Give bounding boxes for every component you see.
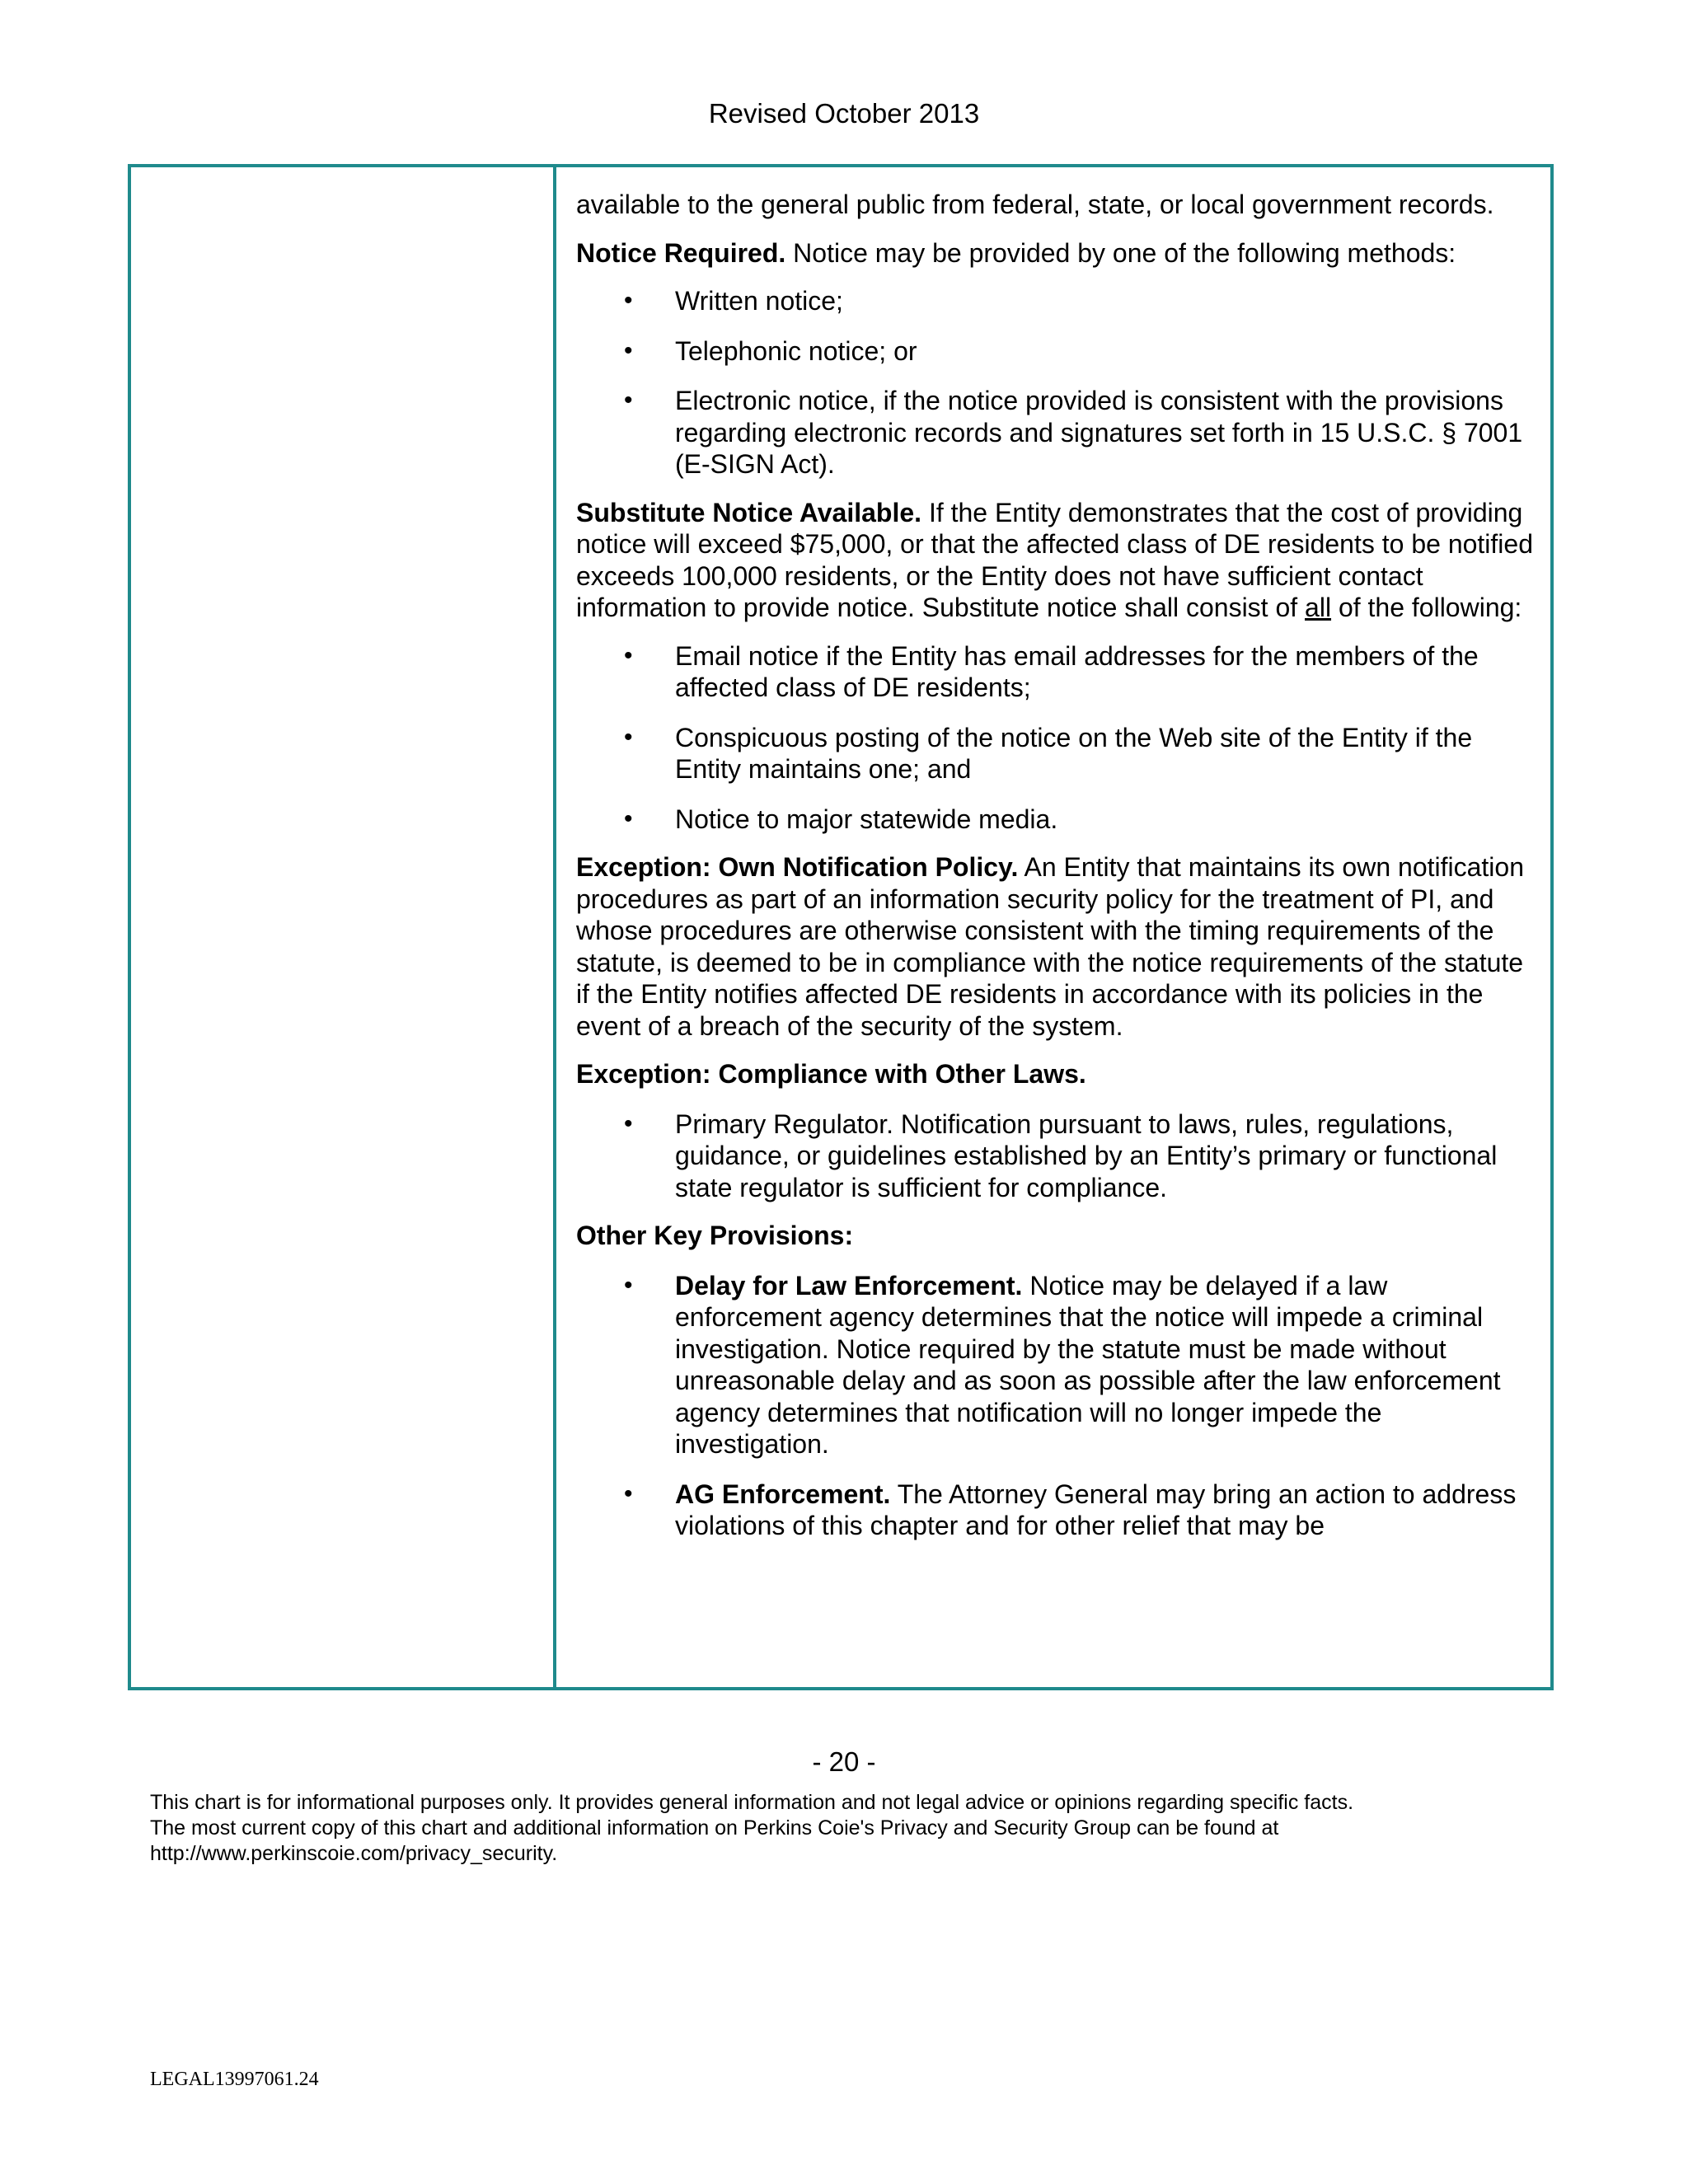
bullet-icon: •: [624, 287, 633, 314]
intro-continuation-paragraph: available to the general public from federal, state, or local government records.: [576, 190, 1494, 219]
bullet-icon: •: [624, 1271, 633, 1299]
list-item: [576, 335, 1534, 368]
bullet-icon: •: [624, 1479, 633, 1507]
list-item: [576, 640, 1534, 704]
list-item: [576, 285, 1534, 317]
notice-methods-list: [576, 285, 1534, 480]
other-provisions-list: [576, 1270, 1534, 1542]
footer-disclaimer: [150, 1790, 1551, 1867]
list-item: [576, 722, 1534, 785]
other-laws-heading: Exception: Compliance with Other Laws.: [576, 1059, 1086, 1089]
list-item-text: Electronic notice, if the notice provided is consistent with the provisions regarding electronic records and signatures set forth in 15 U.S.C. § 7001 (E-SIGN Act).: [675, 386, 1523, 479]
state-column-cell: [131, 167, 556, 1687]
substitute-notice-text-end: of the following:: [1331, 593, 1522, 622]
list-item-text: Notice may be delayed if a law enforcement agency determines that the notice will impede a criminal investigation. Notice required by the statute must be made without unreasonable delay and as soon as possible after the law enforcement agency determines that notification will no longer impede the investigation.: [675, 1270, 1501, 1459]
list-item-text: Telephonic notice; or: [675, 335, 917, 366]
revision-header: Revised October 2013: [708, 98, 980, 129]
list-item-text: Written notice;: [675, 286, 843, 316]
disclaimer-line: This chart is for informational purposes only. It provides general information and not legal advice or opinions regarding specific facts.: [150, 1791, 1354, 1814]
other-provisions-heading: Other Key Provisions:: [576, 1221, 854, 1250]
notice-required-label: Notice Required.: [576, 237, 786, 268]
substitute-notice-list: [576, 640, 1534, 836]
document-id: LEGAL13997061.24: [150, 2069, 319, 2090]
other-laws-list: [576, 1108, 1534, 1204]
list-item-label: Delay for Law Enforcement.: [675, 1270, 1023, 1301]
list-item: [576, 1479, 1534, 1542]
disclaimer-line: The most current copy of this chart and additional information on Perkins Coie's Privacy and Security Group can be found at: [150, 1816, 1279, 1840]
notice-required-text: Notice may be provided by one of the following methods:: [785, 237, 1456, 268]
substitute-notice-label: Substitute Notice Available.: [576, 497, 922, 527]
disclaimer-line: http://www.perkinscoie.com/privacy_security.: [150, 1842, 558, 1865]
list-item: [576, 1108, 1534, 1204]
bullet-icon: •: [624, 804, 633, 832]
bullet-icon: •: [624, 387, 633, 414]
bullet-icon: •: [624, 336, 633, 364]
list-item-text: Conspicuous posting of the notice on the Web site of the Entity if the Entity maintains one; and: [675, 722, 1473, 784]
list-item-label: AG Enforcement.: [675, 1479, 891, 1509]
list-item: [576, 385, 1534, 480]
provisions-column-cell: [556, 167, 1550, 1687]
list-item-text: Email notice if the Entity has email addresses for the members of the affected class of DE residents;: [675, 640, 1479, 702]
list-item-text: Primary Regulator. Notification pursuant to laws, rules, regulations, guidance, or guidelines established by an Entity’s primary or functional state regulator is sufficient for compliance.: [675, 1108, 1498, 1202]
substitute-notice-text: If the Entity demonstrates that the cost of providing notice will exceed $75,000, or that the affected class of DE residents to be notified exceeds 100,000 residents, or the Entity does not have sufficient contact information to provide notice. Substitute notice shall consist of: [576, 497, 1533, 622]
list-item-text: The Attorney General may bring an action to address violations of this chapter and for other relief that may be: [675, 1479, 1517, 1540]
bullet-icon: •: [624, 1109, 633, 1137]
own-policy-label: Exception: Own Notification Policy.: [576, 852, 1019, 882]
notice-required-paragraph: [576, 237, 1534, 269]
state-law-table: [128, 164, 1554, 1690]
substitute-notice-paragraph: [576, 497, 1534, 624]
own-policy-text: An Entity that maintains its own notification procedures as part of an information security policy for the treatment of PI, and whose procedures are otherwise consistent with the timing requirements of the statute, is deemed to be in compliance with the notice requirements of the statute if the Entity notifies affected DE residents in accordance with its policies in the event of a breach of the security of the system.: [576, 852, 1524, 1041]
underlined-all: all: [1305, 593, 1332, 622]
list-item: [576, 1270, 1534, 1460]
bullet-icon: •: [624, 723, 633, 751]
list-item: [576, 804, 1534, 836]
page-number: - 20 -: [812, 1746, 876, 1777]
bullet-icon: •: [624, 641, 633, 669]
list-item-text: Notice to major statewide media.: [675, 804, 1058, 834]
own-policy-paragraph: [576, 851, 1534, 1042]
